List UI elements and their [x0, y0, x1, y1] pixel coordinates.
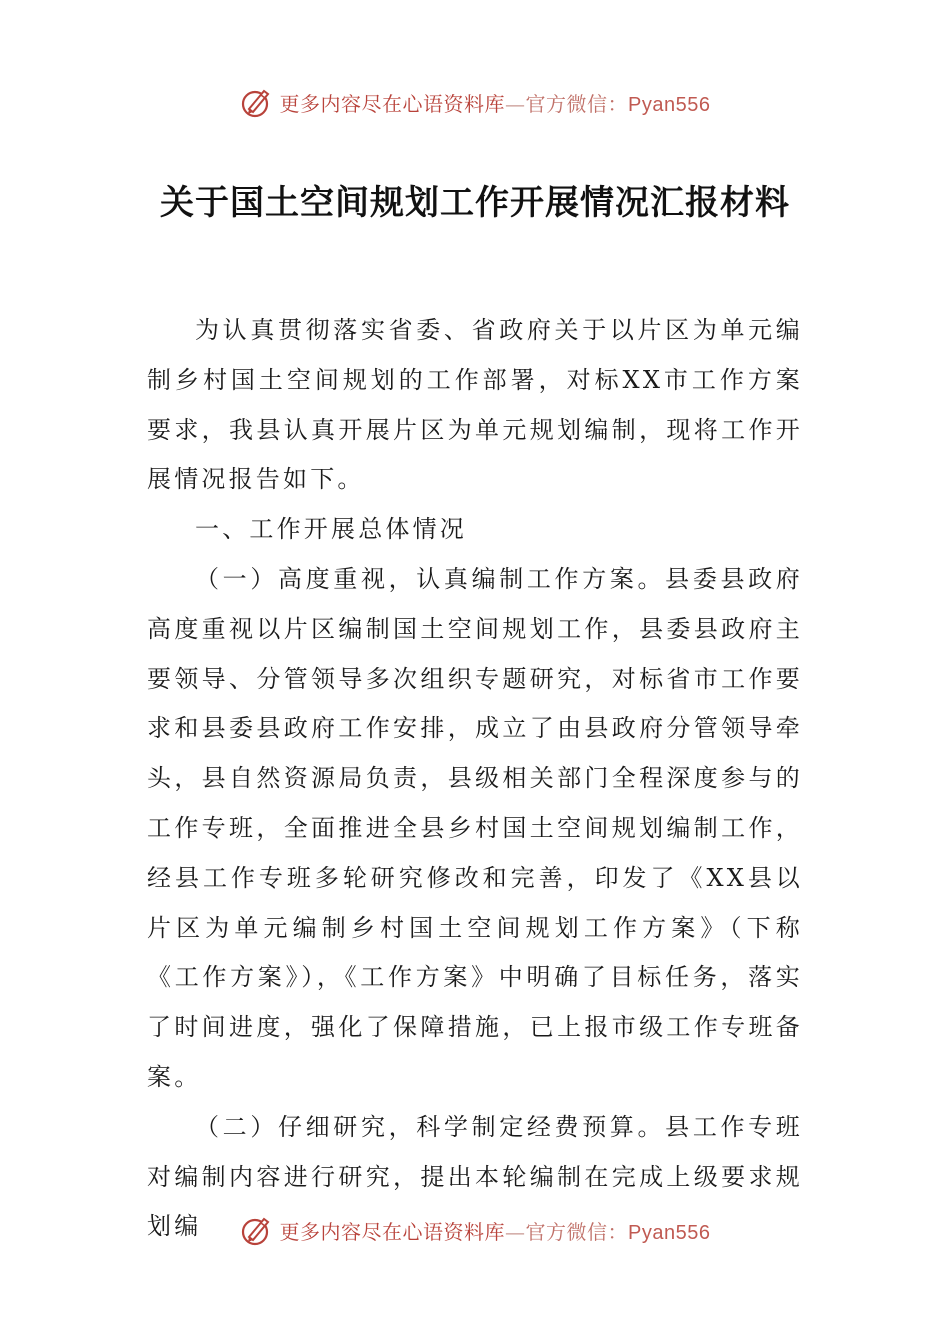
- document-title: 关于国土空间规划工作开展情况汇报材料: [160, 183, 790, 223]
- pen-logo-icon: [240, 85, 274, 119]
- watermark-lead: 更多内容尽在心语资料库: [279, 1219, 506, 1244]
- watermark-label: 官方微信：: [525, 1219, 629, 1244]
- watermark-account: Pyan556: [628, 93, 711, 116]
- section-2-paragraph: （二）仔细研究，科学制定经费预算。县工作专班对编制内容进行研究，提出本轮编制在完成上级要求规划编: [147, 1112, 803, 1241]
- header-watermark: [0, 80, 950, 124]
- watermark-text: [280, 1216, 711, 1245]
- watermark-separator: —: [505, 1219, 526, 1244]
- intro-paragraph: 为认真贯彻落实省委、省政府关于以片区为单元编制乡村国土空间规划的工作部署，对标XX市工作方案要求，我县认真开展片区为单元规划编制，现将工作开展情况报告如下。: [147, 316, 803, 494]
- watermark-lead: 更多内容尽在心语资料库: [279, 91, 506, 116]
- section-heading: 一、工作开展总体情况: [195, 515, 467, 544]
- document-body: [147, 306, 803, 1252]
- pen-logo-icon: [240, 1213, 274, 1247]
- watermark-account: Pyan556: [628, 1221, 711, 1244]
- watermark-separator: —: [505, 91, 526, 116]
- watermark-text: [280, 88, 711, 117]
- footer-watermark: [0, 1208, 950, 1252]
- section-1-paragraph: （一）高度重视，认真编制工作方案。县委县政府高度重视以片区编制国土空间规划工作，县委县政府主要领导、分管领导多次组织专题研究，对标省市工作要求和县委县政府工作安排，成立了由县政府分管领导牵头，县自然资源局负责，县级相关部门全程深度参与的工作专班，全面推进全县乡村国土空间规划编制工作，经县工作专班多轮研究修改和完善，印发了《XX县以片区为单元编制乡村国土空间规划工作方案》（下称《工作方案》），《工作方案》中明确了目标任务，落实了时间进度，强化了保障措施，已上报市级工作专班备案。: [147, 564, 803, 1091]
- watermark-label: 官方微信：: [525, 91, 629, 116]
